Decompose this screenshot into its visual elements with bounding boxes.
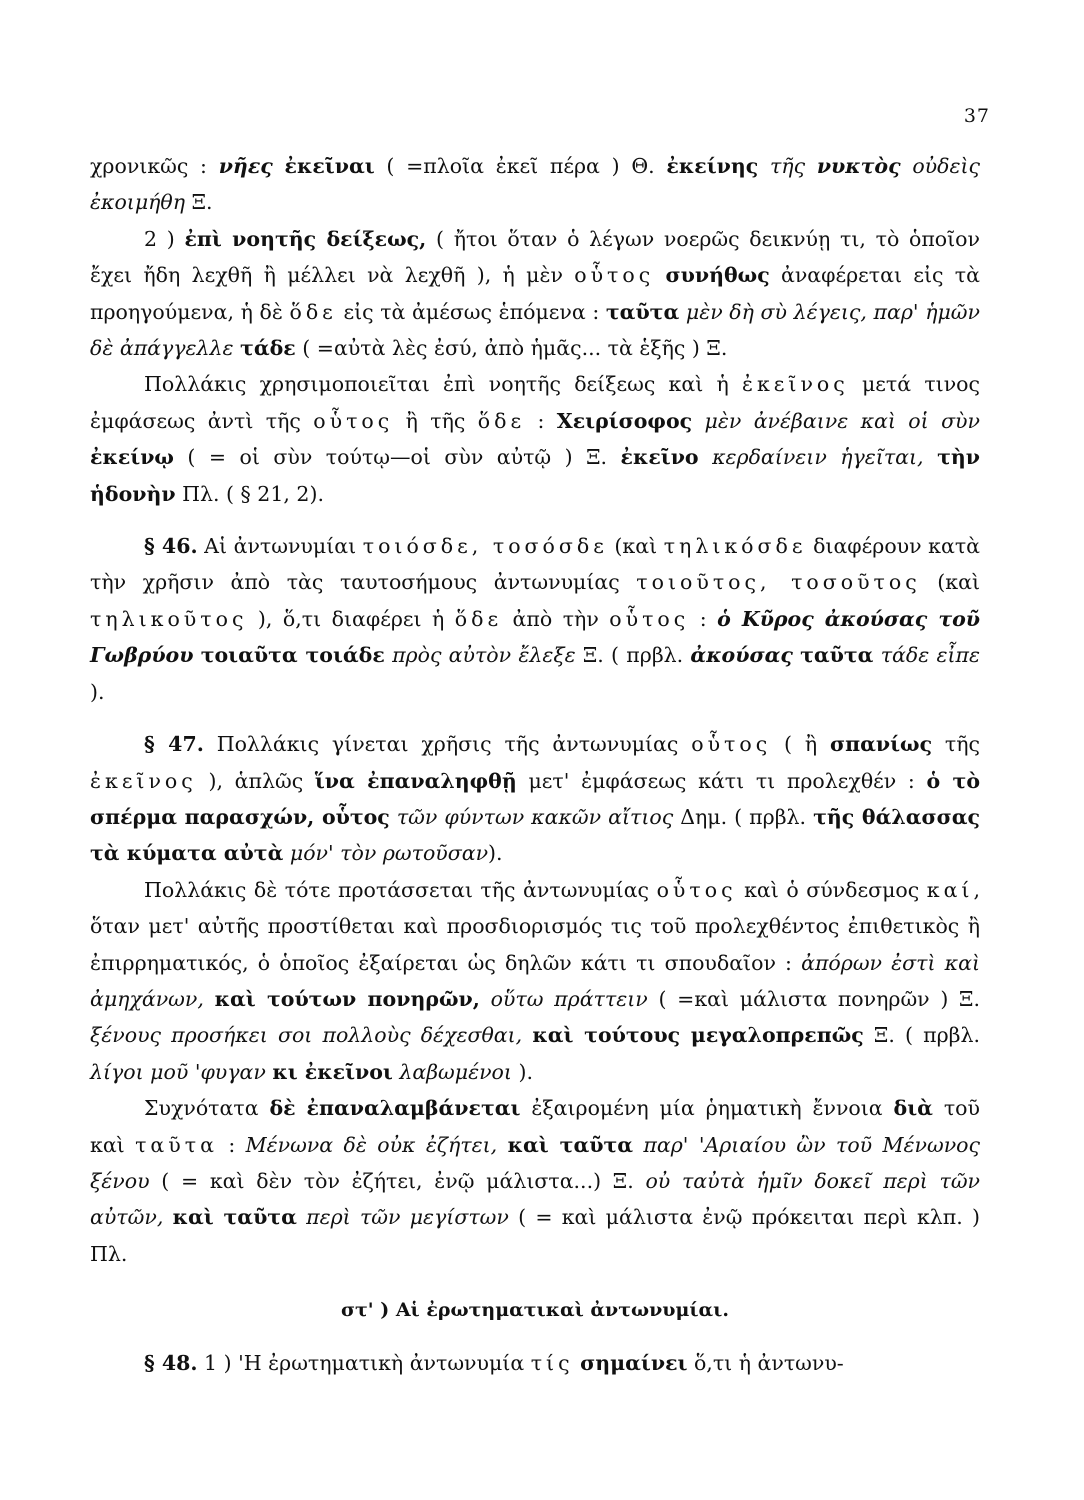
section-48 [90, 1345, 980, 1381]
section-46 [90, 528, 980, 710]
text-run [480, 987, 491, 1011]
text-run [163, 1205, 172, 1229]
text-run [699, 445, 712, 469]
text-run: Πολλάκις δὲ τότε προτάσσεται τῆς ἀντωνυμίας [144, 877, 657, 902]
text-run [193, 643, 200, 667]
text-run: Πολλάκις γίνεται χρῆσις τῆς ἀντωνυμίας [203, 732, 692, 757]
text-run: καὶ ταῦτα [172, 1205, 297, 1230]
text-run: κερδαίνειν ἡγεῖται, [712, 445, 924, 470]
text-run: ἐκεῖναι [284, 154, 375, 178]
text-run: ( =καὶ μάλιστα πονηρῶν ) Ξ. [647, 986, 980, 1011]
text-run [522, 1023, 532, 1047]
text-run: ὅδε [289, 299, 337, 324]
text-run: τῆς [932, 732, 981, 757]
text-run: ὁ Κῦρος ἀκούσας τοῦ Γωβρύου [90, 606, 981, 668]
text-run: Μένωνα δὲ οὐκ ἐζήτει, [245, 1132, 498, 1157]
paragraph-kai-houtos [90, 872, 980, 1090]
text-run: καὶ ταῦτα [507, 1132, 634, 1157]
text-run: ἐκείνης [666, 154, 759, 178]
text-run [390, 805, 397, 829]
text-run: ὅδε [477, 408, 526, 433]
text-run: § 47. [144, 732, 204, 757]
text-run: Ξ. [185, 190, 213, 215]
text-run: Συχνότατα [144, 1096, 270, 1121]
text-run: τάδε [240, 336, 296, 361]
text-run: Ξ. ( πρβλ. [575, 643, 691, 668]
text-run: διαφέρουν κατὰ τὴν χρῆσιν ἀπὸ τὰς ταυτοσήμους ἀντωνυμίας [90, 534, 981, 595]
text-run [273, 154, 285, 178]
text-run: ). [90, 679, 105, 704]
paragraph-2-noetic-deixis [90, 221, 980, 367]
text-run: ὁ τὸ σπέρμα παρασχών, οὗτος [90, 768, 981, 829]
text-run: οὗτος [656, 877, 737, 902]
text-run: εἰς τὰ ἀμέσως ἑπόμενα : [336, 299, 606, 324]
text-run: τοιόσδε, τοσόσδε [362, 534, 608, 559]
text-run: ). [488, 841, 503, 866]
text-run: : [217, 1132, 246, 1157]
text-run: ), ὅ,τι διαφέρει ἡ [247, 606, 455, 631]
text-run: τάδε εἶπε [880, 643, 980, 668]
text-run: διὰ [893, 1096, 933, 1121]
text-run: ἢ τῆς [393, 408, 478, 433]
text-run: σημαίνει [580, 1350, 688, 1375]
text-run: οὐ ταὐτὰ ἡμῖν δοκεῖ περὶ τῶν αὐτῶν, [90, 1168, 980, 1230]
text-run [654, 263, 665, 287]
text-run: Χειρίσοφος [556, 408, 693, 433]
text-run: νῆες [218, 154, 273, 178]
text-run [793, 643, 800, 667]
page-number: 37 [963, 105, 990, 127]
text-run [204, 987, 215, 1011]
text-run: τῶν φύντων κακῶν αἴτιος [396, 804, 674, 829]
text-run: οὗτος [691, 732, 772, 757]
text-run: ἀπόρων ἐστὶ καὶ ἀμηχάνων, [90, 950, 980, 1011]
text-run: κι ἐκεῖνοι [272, 1059, 393, 1084]
text-run: ἐξαιρομένη μία ῥηματικὴ ἔννοια [520, 1096, 894, 1121]
text-run: ἵνα ἐπαναληφθῇ [314, 768, 517, 793]
text-run: Πλ. ( § 21, 2). [175, 481, 324, 506]
text-run: οὕτω πράττειν [490, 986, 648, 1011]
text-run: τὴν ἡδονὴν [90, 445, 980, 506]
text-run: μὲν δὴ σὺ λέγεις, παρ' ἡμῶν δὲ ἀπάγγελλε [90, 299, 980, 361]
text-run: ξένους προσήκει σοι πολλοὺς δέχεσθαι, [90, 1023, 523, 1048]
text-run: ἐκείνῳ [90, 445, 174, 470]
text-run [805, 154, 817, 178]
text-run: ). [511, 1059, 533, 1084]
text-run [901, 154, 913, 178]
text-run: ), ἁπλῶς [196, 768, 315, 793]
paragraph-ekeinos-usage [90, 366, 980, 512]
text-run: Αἱ ἀντωνυμίαι [197, 534, 363, 559]
text-run: ἐκεῖνο [620, 445, 699, 470]
text-run: (καὶ [607, 534, 664, 559]
text-run: καὶ ὁ σύνδεσμος [736, 877, 927, 902]
text-run: § 48. [144, 1350, 198, 1375]
text-run [679, 300, 686, 324]
text-run: δὲ [269, 1096, 296, 1121]
text-run: μετά τινος ἐμφάσεως ἀντὶ τῆς [90, 372, 981, 433]
text-run: παρ' 'Αριαίου ὢν τοῦ Μένωνος ξένου [90, 1132, 980, 1193]
text-run: τοῦ καὶ [90, 1096, 980, 1157]
text-run: τῆς [769, 154, 806, 178]
text-run: : [689, 606, 718, 631]
text-run: καὶ τούτων πονηρῶν, [214, 986, 480, 1011]
text-run: μόν' τὸν ρωτοῦσαν [289, 841, 489, 866]
text-run: ὅδε [454, 606, 503, 631]
text-run: μετ' ἐμφάσεως κάτι τι προλεχθέν : [516, 768, 927, 793]
text-run [385, 643, 392, 667]
text-run: Δημ. ( πρβλ. [673, 804, 814, 829]
text-run [692, 409, 704, 433]
text-run: σπανίως [830, 732, 933, 757]
text-run: ἐκεῖνος [741, 372, 849, 397]
text-run: συνήθως [665, 263, 770, 288]
text-run [296, 1096, 307, 1120]
text-run: λίγοι μοῦ 'φυγαν [90, 1059, 266, 1084]
text-run: λαβωμένοι [399, 1059, 512, 1084]
section-47 [90, 726, 980, 872]
text-run: Πολλάκις χρησιμοποιεῖται ἐπὶ νοητῆς δείξεως καὶ ἡ [144, 372, 742, 397]
text-run: ( =πλοῖα ἐκεῖ πέρα ) Θ. [374, 154, 667, 178]
text-run: οὗτος [313, 408, 394, 433]
text-run: τῆς θάλασσας τὰ κύματα αὐτὰ [90, 804, 980, 866]
text-run: ἀπὸ τὴν [502, 606, 610, 631]
text-run: ταῦτα [135, 1132, 218, 1157]
text-run: 1 ) 'Η ἐρωτηματικὴ ἀντωνυμία [197, 1350, 531, 1375]
text-run: Ξ. ( πρβλ. [863, 1023, 981, 1048]
text-run: οὐδεὶς ἐκοιμήθη [90, 154, 980, 215]
text-run: ἐπὶ νοητῆς δείξεως, [184, 226, 427, 251]
text-run: (καὶ [920, 570, 980, 595]
text-run: ἀκούσας [690, 643, 793, 668]
text-run: οὗτος [574, 263, 655, 288]
text-run: πρὸς αὐτὸν ἔλεξε [392, 643, 576, 668]
section-heading: στ' ) Αἱ ἐρωτηματικαὶ ἀντωνυμίαι. [340, 1299, 729, 1322]
page-body [90, 148, 980, 1381]
text-run [758, 154, 770, 178]
text-run [297, 1205, 306, 1229]
text-run: τηλικόσδε [663, 534, 807, 559]
text-run [873, 643, 880, 667]
text-run: ταῦτα [605, 299, 680, 324]
text-run: οὗτος [609, 606, 690, 631]
text-run: τοιοῦτος, τοσοῦτος [636, 570, 921, 595]
text-run: ( = καὶ δὲν τὸν ἐζήτει, ἐνῷ μάλιστα...) Ξ. [149, 1168, 646, 1193]
text-run: χρονικῶς : [90, 154, 219, 178]
text-run: καὶ τούτους μεγαλοπρεπῶς [532, 1023, 864, 1048]
text-run: περὶ τῶν μεγίστων [306, 1205, 509, 1230]
text-run: ( ἤτοι ὅταν ὁ λέγων νοερῶς δεικνύῃ τι, τὸ ὁποῖον ἔχει ἤδη λεχθῆ ἢ μέλλει νὰ λεχθῆ ), ἡ μὲν [90, 226, 980, 288]
text-run: , ὅταν μετ' αὐτῆς προστίθεται καὶ προσδιορισμός τις τοῦ προλεχθέντος ἐπιθετικὸς ἢ ἐπιρρηματικός, ὁ ὁποῖος ἐξαίρεται ὡς δηλῶν κάτι τι σπουδαῖον : [90, 877, 980, 975]
text-run: : [525, 408, 557, 433]
text-run [633, 1133, 643, 1157]
paragraph-kai-tauta [90, 1090, 980, 1272]
text-run: § 46. [144, 534, 198, 559]
text-run: μὲν ἀνέβαινε καὶ οἱ σὺν [704, 408, 980, 433]
text-run: τίς [530, 1350, 574, 1375]
text-run: ὅ,τι ἡ ἀντωνυ- [687, 1350, 844, 1375]
paragraph-continuation [90, 148, 980, 221]
text-run: ἀναφέρεται εἰς τὰ προηγούμενα, ἡ δὲ [90, 263, 980, 324]
text-run: ( =αὐτὰ λὲς ἐσύ, ἀπὸ ἡμᾶς... τὰ ἑξῆς ) Ξ. [295, 336, 728, 361]
text-run: ἐκεῖνος [90, 768, 197, 793]
text-run [497, 1133, 507, 1157]
text-run: ( ἢ [771, 732, 831, 757]
text-run: ἐπαναλαμβάνεται [306, 1096, 521, 1121]
text-run: ( = καὶ μάλιστα ἐνῷ πρόκειται περὶ κλπ. ) Πλ. [90, 1205, 980, 1266]
text-run: 2 ) [144, 226, 185, 251]
text-run: καί [926, 877, 974, 902]
text-run [924, 445, 937, 469]
text-run: τοιαῦτα τοιάδε [200, 643, 385, 668]
text-run: νυκτὸς [816, 154, 901, 178]
text-run: ( = οἱ σὺν τούτῳ—οἱ σὺν αὐτῷ ) Ξ. [173, 445, 621, 470]
text-run: ταῦτα [800, 643, 874, 668]
text-run: τηλικοῦτος [90, 606, 248, 631]
